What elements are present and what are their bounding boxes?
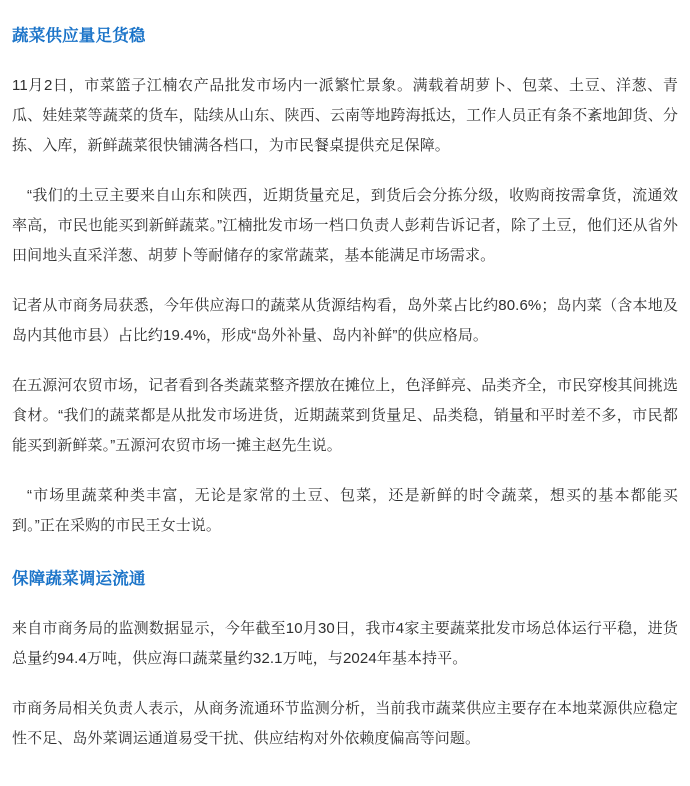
paragraph: 记者从市商务局获悉，今年供应海口的蔬菜从货源结构看，岛外菜占比约80.6%；岛内菜（含本地及岛内其他市县）占比约19.4%，形成“岛外补量、岛内补鲜”的供应格局。	[12, 296, 678, 344]
paragraph: “我们的土豆主要来自山东和陕西，近期货量充足，到货后会分拣分级，收购商按需拿货，流通效率高，市民也能买到新鲜蔬菜。”江楠批发市场一档口负责人彭莉告诉记者，除了土豆，他们还从省外田间地头直采洋葱、胡萝卜等耐储存的家常蔬菜，基本能满足市场需求。	[12, 186, 678, 264]
paragraph: 市商务局相关负责人表示，从商务流通环节监测分析，当前我市蔬菜供应主要存在本地菜源供应稳定性不足、岛外菜调运通道易受干扰、供应结构对外依赖度偏高等问题。	[12, 699, 678, 747]
section-heading-logistics: 保障蔬菜调运流通	[12, 569, 146, 588]
paragraph: “市场里蔬菜种类丰富，无论是家常的土豆、包菜，还是新鲜的时令蔬菜，想买的基本都能买到。”正在采购的市民王女士说。	[12, 486, 678, 534]
paragraph: 在五源河农贸市场，记者看到各类蔬菜整齐摆放在摊位上，色泽鲜亮、品类齐全，市民穿梭其间挑选食材。“我们的蔬菜都是从批发市场进货，近期蔬菜到货量足、品类稳，销量和平时差不多，市民都能买到新鲜菜。”五源河农贸市场一摊主赵先生说。	[12, 376, 678, 454]
paragraph: 11月2日，市菜篮子江楠农产品批发市场内一派繁忙景象。满载着胡萝卜、包菜、土豆、洋葱、青瓜、娃娃菜等蔬菜的货车，陆续从山东、陕西、云南等地跨海抵达，工作人员正有条不紊地卸货、分拣、入库，新鲜蔬菜很快铺满各档口，为市民餐桌提供充足保障。	[12, 76, 678, 154]
section-heading-supply: 蔬菜供应量足货稳	[12, 27, 146, 45]
paragraph: 来自市商务局的监测数据显示，今年截至10月30日，我市4家主要蔬菜批发市场总体运行平稳，进货总量约94.4万吨，供应海口蔬菜量约32.1万吨，与2024年基本持平。	[12, 619, 678, 667]
